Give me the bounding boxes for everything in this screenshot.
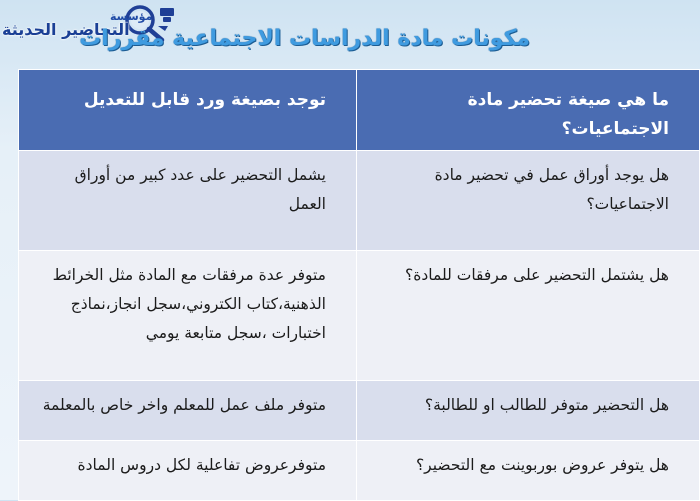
question-cell: هل يتوفر عروض بوربوينت مع التحضير؟ xyxy=(357,441,700,501)
table-row xyxy=(19,151,700,251)
answer-cell: يشمل التحضير على عدد كبير من أوراق العمل xyxy=(19,151,357,251)
header-answer: توجد بصيغة ورد قابل للتعديل xyxy=(19,70,357,151)
question-cell: هل يشتمل التحضير على مرفقات للمادة؟ xyxy=(357,251,700,381)
answer-cell: متوفر ملف عمل للمعلم واخر خاص بالمعلمة xyxy=(19,381,357,441)
info-table xyxy=(18,69,700,501)
answer-cell: متوفرعروض تفاعلية لكل دروس المادة xyxy=(19,441,357,501)
question-cell: هل يوجد أوراق عمل في تحضير مادة الاجتماعيات؟ xyxy=(357,151,700,251)
answer-cell: متوفر عدة مرفقات مع المادة مثل الخرائط الذهنية،كتاب الكتروني،سجل انجاز،نماذج اختبارات ،سجل متابعة يومي xyxy=(19,251,357,381)
question-cell: هل التحضير متوفر للطالب او للطالبة؟ xyxy=(357,381,700,441)
logo-main-text: التحاضير الحديثة xyxy=(2,20,130,39)
table-row xyxy=(19,251,700,381)
header-question: ما هي صيغة تحضير مادة الاجتماعيات؟ xyxy=(357,70,700,151)
table-row xyxy=(19,381,700,441)
logo-small-text: مؤسسة xyxy=(110,10,153,23)
table-row xyxy=(19,441,700,501)
table-header-row xyxy=(19,70,700,151)
page-title: مكونات مادة الدراسات الاجتماعية مقررات xyxy=(79,26,530,51)
